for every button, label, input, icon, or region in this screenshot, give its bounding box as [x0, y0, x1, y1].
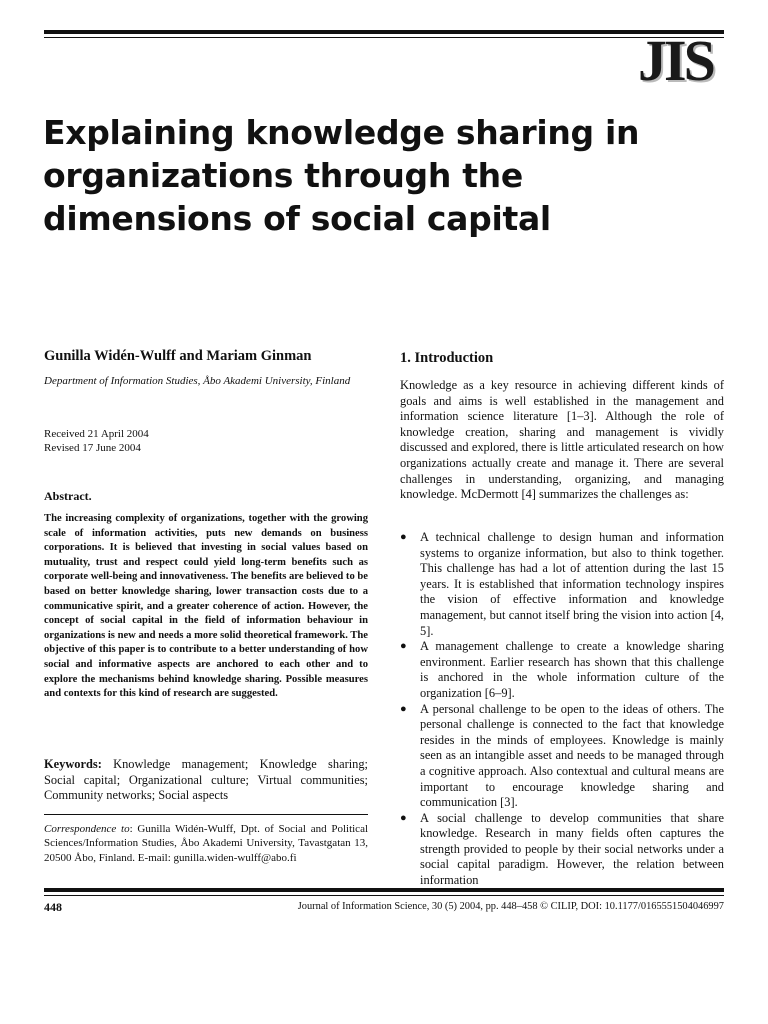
- correspondence-divider: [44, 814, 368, 815]
- journal-citation: Journal of Information Science, 30 (5) 2004, pp. 448–458 © CILIP, DOI: 10.1177/0165551504046997: [297, 901, 724, 912]
- header-rule-thin: [44, 37, 724, 38]
- list-item: [400, 639, 724, 701]
- list-item: [400, 530, 724, 639]
- keywords-label: Keywords:: [44, 757, 102, 771]
- list-item-text: A social challenge to develop communities that share knowledge. Research in many fields often captures the strength provided to people by their social networks under a social capital paradigm. However, the relation between information: [420, 810, 724, 888]
- list-item-text: A technical challenge to design human and information systems to organize information, but also to think together. This challenge has had a lot of attention during the last 15 years. It is established that information technology inspires the vision of effective information and knowledge management, but cannot itself bring the vision into action [4, 5].: [420, 530, 724, 638]
- footer-rule: [44, 888, 724, 892]
- correspondence-text: : Gunilla Widén-Wulff, Dpt. of Social and Political Sciences/Information Studies, Åbo Akademi University, Tavastgatan 13, 20500 Åbo, Finland. E-mail: gunilla.widen-wulff@abo.fi: [44, 823, 369, 864]
- keywords: [44, 757, 368, 804]
- authors: Gunilla Widén-Wulff and Mariam Ginman: [44, 348, 312, 364]
- list-item-text: A management challenge to create a knowledge sharing environment. Earlier research has shown that this challenge is anchored in the whole information culture of the organization [6–9].: [420, 639, 724, 700]
- introduction-paragraph: Knowledge as a key resource in achieving different kinds of goals and aims is well established in the management and information science literature [1–3]. Although the role of knowledge creation, sharing and management is vividly discussed and explored, there is little articulated research on how organizations actually create and manage it. There are several challenges in understanding, organizing, and managing knowledge. McDermott [4] summarizes the challenges as:: [400, 378, 724, 502]
- list-item: [400, 811, 724, 889]
- received-date: Received 21 April 2004: [44, 428, 149, 440]
- journal-logo-text: JIS: [638, 28, 713, 93]
- journal-logo: [638, 28, 724, 94]
- bullet-icon: ●: [400, 531, 407, 543]
- dates: [44, 427, 149, 455]
- footer-rule-thin: [44, 895, 724, 896]
- abstract-heading: Abstract.: [44, 489, 92, 503]
- correspondence-label: Correspondence to: [44, 823, 130, 835]
- header-rule: [44, 30, 724, 34]
- list-item: [400, 702, 724, 811]
- keywords-text: Knowledge management; Knowledge sharing; Social capital; Organizational culture; Virtual communities; Community networks; Social aspects: [44, 757, 368, 803]
- correspondence: [44, 822, 368, 865]
- bullet-icon: ●: [400, 640, 407, 653]
- revised-date: Revised 17 June 2004: [44, 442, 141, 454]
- page-number: 448: [44, 900, 62, 914]
- list-item-text: A personal challenge to be open to the ideas of others. The personal challenge is connected to the fact that knowledge resides in the minds of employees. Knowledge is mainly seen as an intangible asset and needs to be managed through a cognitive approach. Also contextual and cultural means are important to encourage knowledge sharing and communication [3].: [420, 701, 724, 810]
- bullet-icon: ●: [400, 811, 407, 824]
- challenge-list: [400, 530, 724, 889]
- article-title: Explaining knowledge sharing in organizations through the dimensions of social capital: [43, 113, 640, 238]
- bullet-icon: ●: [400, 702, 407, 715]
- affiliation: Department of Information Studies, Åbo Akademi University, Finland: [44, 375, 351, 387]
- section-heading-introduction: 1. Introduction: [400, 350, 494, 366]
- abstract-text: The increasing complexity of organizations, together with the growing scale of information activities, puts new demands on business corporations. It is believed that investing in social values based on mutuality, trust and respect could yield long-term benefits such as corporate well-being and innovativeness. The benefits are believed to be based on better knowledge sharing, lower transaction costs due to a communicative spirit, and a greater coherence of action. However, the concept of social capital in the field of information behaviour in organizations is new and needs a more solid theoretical framework. The objective of this paper is to contribute to a better understanding of how social and informative aspects are anchored to each other and to explore the mechanisms behind knowledge sharing. Possible measures and contexts for this kind of research are suggested.: [44, 513, 368, 700]
